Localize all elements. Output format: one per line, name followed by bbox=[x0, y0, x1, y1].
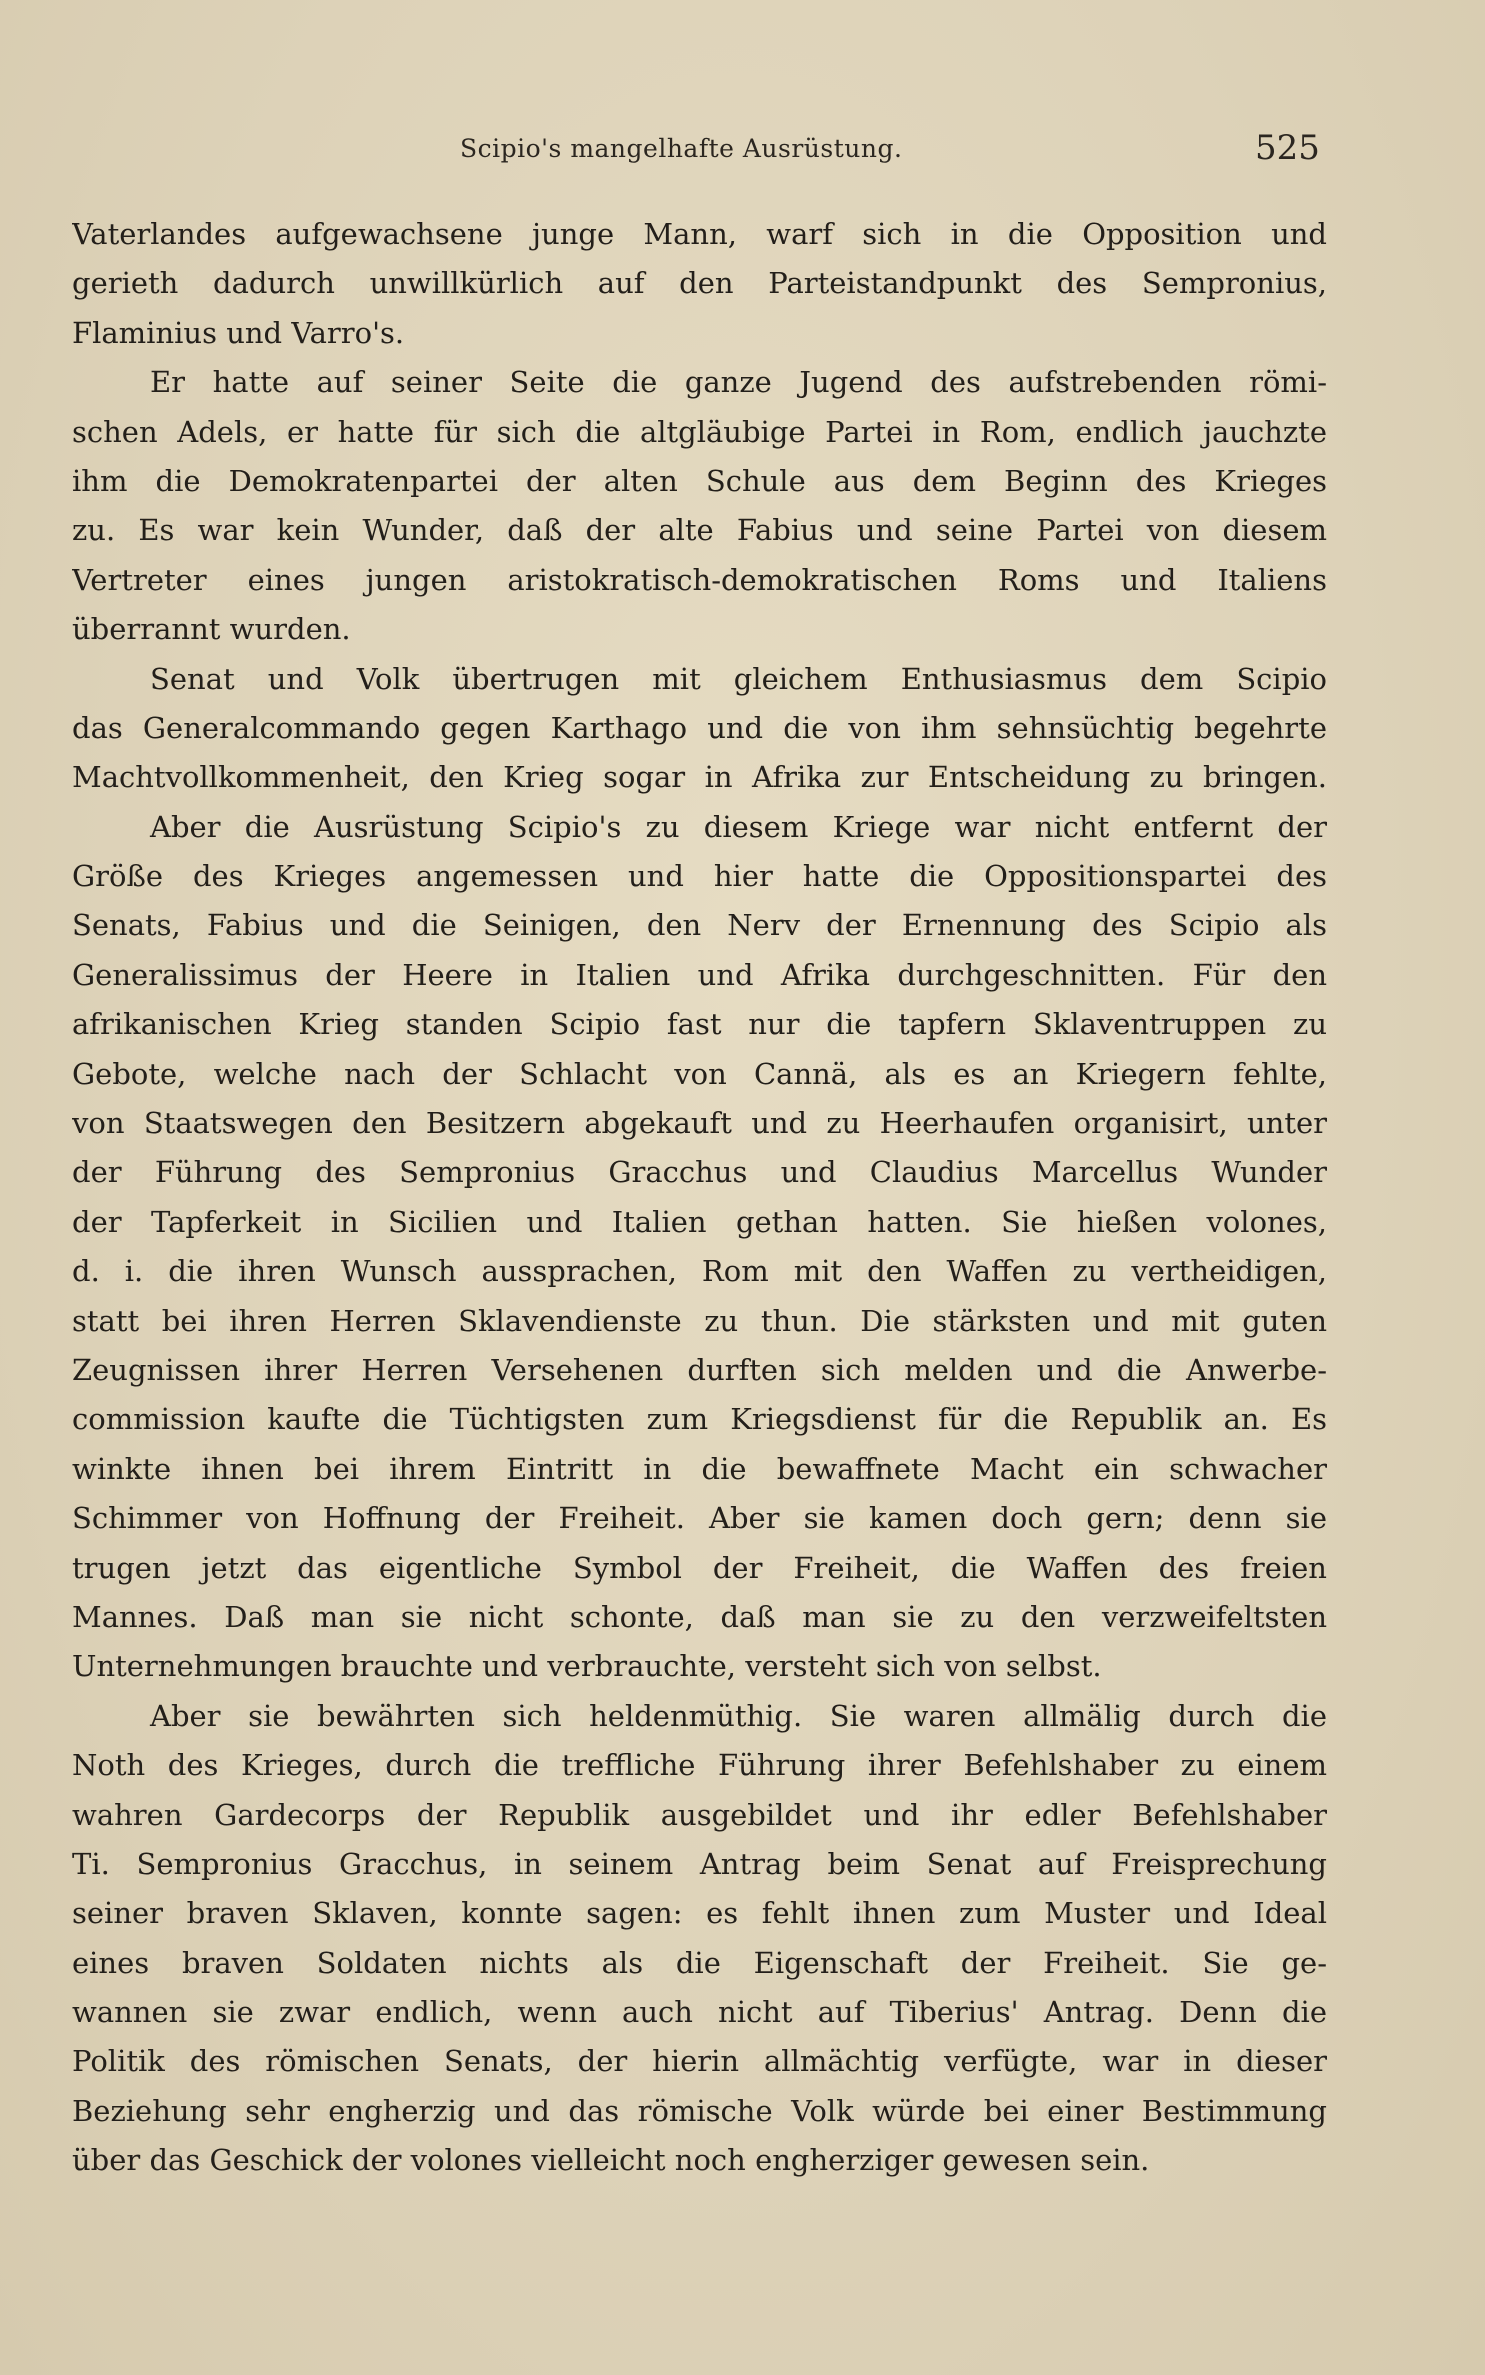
running-title: Scipio's mangelhafte Ausrüstung. bbox=[460, 134, 903, 163]
text-line: von Staatswegen den Besitzern abgekauft und zu Heerhaufen organisirt, unter bbox=[72, 1106, 1327, 1141]
text-line: Senat und Volk übertrugen mit gleichem Enthusiasmus dem Scipio bbox=[150, 661, 1327, 696]
text-line: Zeugnissen ihrer Herren Versehenen durften sich melden und die Anwerbe- bbox=[72, 1352, 1327, 1387]
text-line: d. i. die ihren Wunsch aussprachen, Rom mit den Waffen zu vertheidigen, bbox=[72, 1254, 1327, 1289]
text-line: commission kaufte die Tüchtigsten zum Kriegsdienst für die Republik an. Es bbox=[72, 1402, 1327, 1437]
text-line: Generalissimus der Heere in Italien und Afrika durchgeschnitten. Für den bbox=[72, 957, 1327, 992]
text-line: wahren Gardecorps der Republik ausgebildet und ihr edler Befehlshaber bbox=[72, 1797, 1327, 1832]
text-line: Vaterlandes aufgewachsene junge Mann, warf sich in die Opposition und bbox=[72, 217, 1327, 251]
text-line: afrikanischen Krieg standen Scipio fast nur die tapfern Sklaventruppen zu bbox=[72, 1007, 1327, 1042]
text-line: schen Adels, er hatte für sich die altgläubige Partei in Rom, endlich jauchzte bbox=[72, 414, 1327, 449]
text-line: eines braven Soldaten nichts als die Eigenschaft der Freiheit. Sie ge- bbox=[72, 1945, 1327, 1980]
text-line: Beziehung sehr engherzig und das römische Volk würde bei einer Bestimmung bbox=[72, 2093, 1327, 2128]
text-line: der Führung des Sempronius Gracchus und Claudius Marcellus Wunder bbox=[72, 1155, 1327, 1190]
text-line: Er hatte auf seiner Seite die ganze Jugend des aufstrebenden römi- bbox=[150, 365, 1327, 400]
text-line: statt bei ihren Herren Sklavendienste zu thun. Die stärksten und mit guten bbox=[72, 1303, 1327, 1338]
page-number: 525 bbox=[1255, 128, 1320, 168]
text-line: das Generalcommando gegen Karthago und die von ihm sehnsüchtig begehrte bbox=[72, 710, 1327, 745]
text-line: Größe des Krieges angemessen und hier hatte die Oppositionspartei des bbox=[72, 859, 1327, 894]
text-line: zu. Es war kein Wunder, daß der alte Fabius und seine Partei von diesem bbox=[72, 513, 1327, 548]
text-line: der Tapferkeit in Sicilien und Italien gethan hatten. Sie hießen volones, bbox=[72, 1204, 1327, 1239]
text-line: Aber die Ausrüstung Scipio's zu diesem Kriege war nicht entfernt der bbox=[150, 809, 1327, 844]
text-line: winkte ihnen bei ihrem Eintritt in die bewaffnete Macht ein schwacher bbox=[72, 1451, 1327, 1486]
text-line: Unternehmungen brauchte und verbrauchte, versteht sich von selbst. bbox=[72, 1649, 1102, 1684]
text-line: Gebote, welche nach der Schlacht von Cannä, als es an Kriegern fehlte, bbox=[72, 1056, 1327, 1091]
text-line: Senats, Fabius und die Seinigen, den Nerv der Ernennung des Scipio als bbox=[72, 908, 1327, 943]
running-head bbox=[0, 128, 1485, 168]
text-line: Noth des Krieges, durch die treffliche Führung ihrer Befehlshaber zu einem bbox=[72, 1748, 1327, 1783]
text-line: Machtvollkommenheit, den Krieg sogar in Afrika zur Entscheidung zu bringen. bbox=[72, 760, 1327, 795]
text-line: Mannes. Daß man sie nicht schonte, daß man sie zu den verzweifeltsten bbox=[72, 1599, 1327, 1634]
body-text bbox=[72, 210, 1327, 2186]
text-line: seiner braven Sklaven, konnte sagen: es fehlt ihnen zum Muster und Ideal bbox=[72, 1896, 1327, 1931]
text-line: Schimmer von Hoffnung der Freiheit. Aber sie kamen doch gern; denn sie bbox=[72, 1501, 1327, 1536]
text-line: trugen jetzt das eigentliche Symbol der Freiheit, die Waffen des freien bbox=[72, 1550, 1327, 1585]
text-line: wannen sie zwar endlich, wenn auch nicht auf Tiberius' Antrag. Denn die bbox=[72, 1995, 1327, 2030]
text-line: gerieth dadurch unwillkürlich auf den Parteistandpunkt des Sempronius, bbox=[72, 266, 1327, 301]
text-line: Politik des römischen Senats, der hierin allmächtig verfügte, war in dieser bbox=[72, 2044, 1327, 2079]
text-line: ihm die Demokratenpartei der alten Schule aus dem Beginn des Krieges bbox=[72, 463, 1327, 498]
text-line: überrannt wurden. bbox=[72, 612, 351, 647]
text-line: Flaminius und Varro's. bbox=[72, 315, 405, 350]
text-line: Aber sie bewährten sich heldenmüthig. Sie waren allmälig durch die bbox=[150, 1698, 1327, 1733]
text-line: über das Geschick der volones vielleicht noch engherziger gewesen sein. bbox=[72, 2143, 1150, 2178]
text-line: Vertreter eines jungen aristokratisch-demokratischen Roms und Italiens bbox=[72, 562, 1327, 597]
text-line: Ti. Sempronius Gracchus, in seinem Antrag beim Senat auf Freisprechung bbox=[72, 1846, 1327, 1881]
